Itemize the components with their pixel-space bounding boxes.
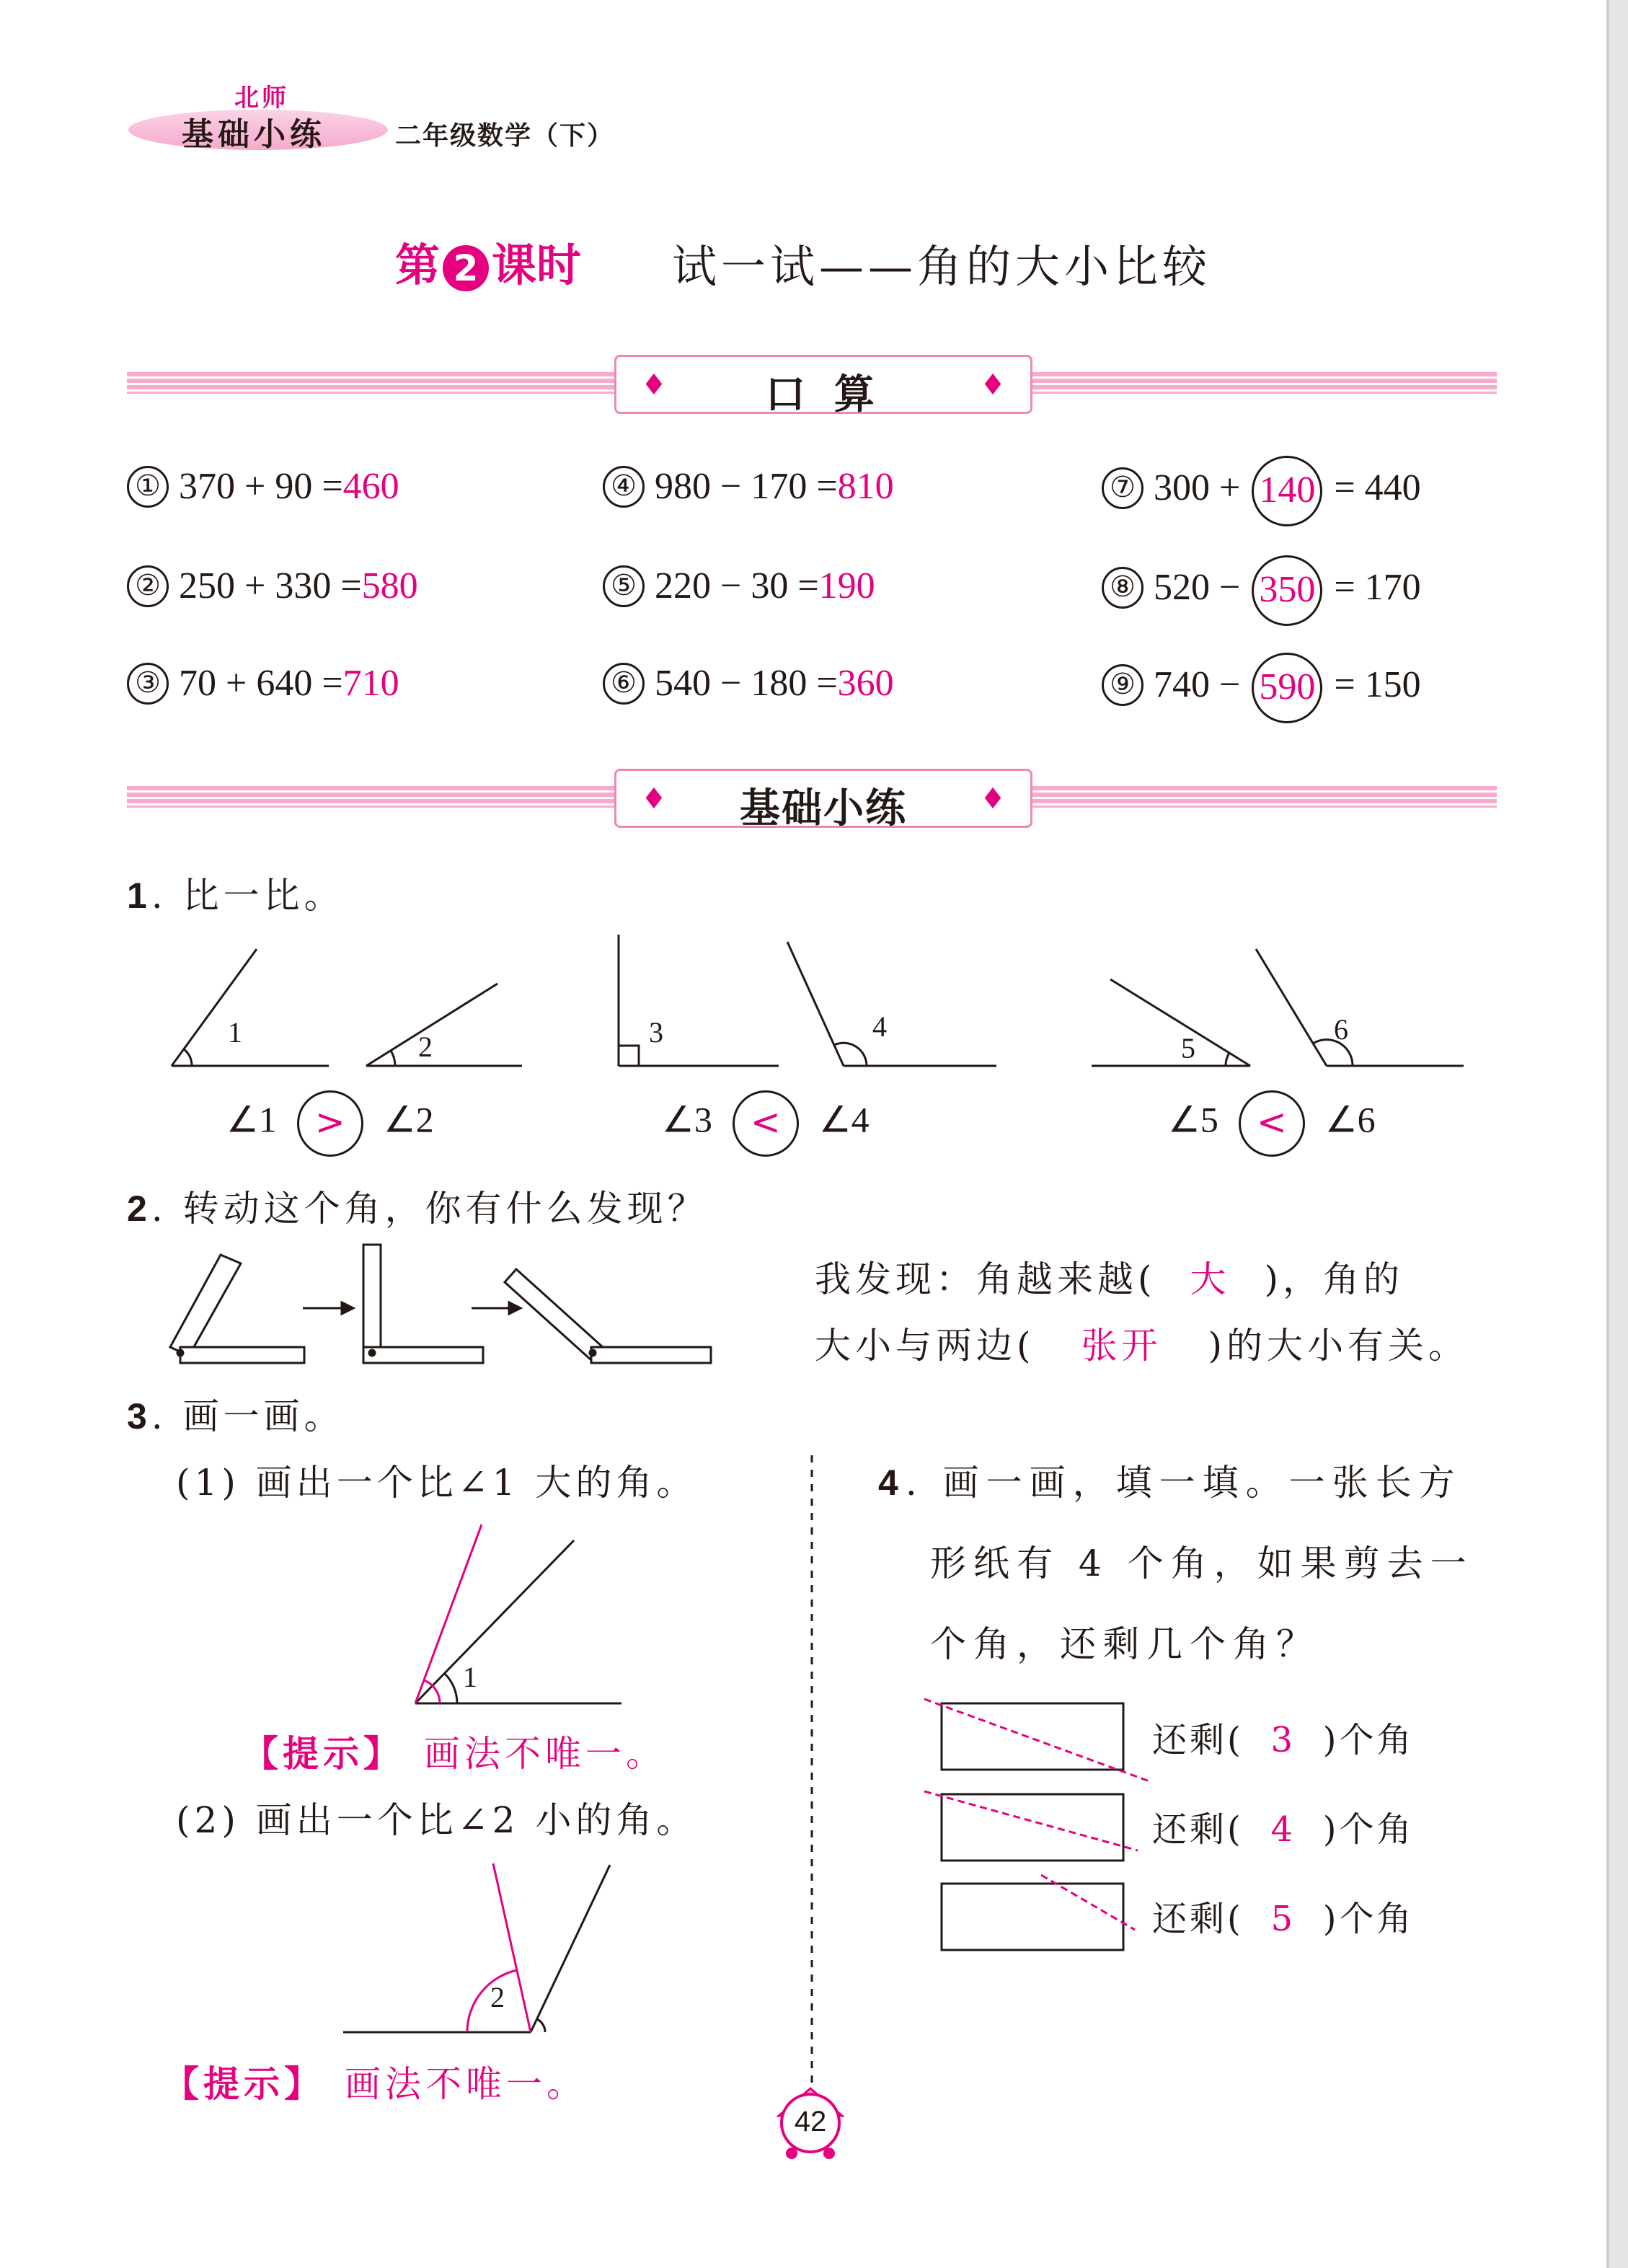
lesson-prefix: 第 [395, 239, 441, 291]
hint-2 [163, 2055, 587, 2107]
rotation-stage-3 [505, 1269, 711, 1363]
angle-label: 4 [872, 1010, 887, 1043]
circled-answer: 590 [1252, 653, 1322, 723]
angle-label: 3 [649, 1016, 663, 1049]
q4-rectangles [924, 1699, 1149, 1950]
item-number: ⑦ [1102, 467, 1143, 509]
angle-label: 1 [228, 1016, 242, 1049]
question-4 [878, 1454, 1462, 1506]
answer: 580 [361, 565, 418, 606]
compare-sign: < [733, 1090, 799, 1157]
remaining-row [1152, 1712, 1414, 1762]
text: )个角 [1322, 1899, 1415, 1939]
item-number: ⑤ [603, 565, 645, 607]
angle-label: 6 [1334, 1013, 1348, 1046]
question-number: 3 [127, 1396, 151, 1437]
expression: = 440 [1334, 467, 1421, 508]
rotation-stage-1 [170, 1255, 304, 1363]
q2-finding-line-1 [815, 1250, 1404, 1302]
q3-angle-2-figure [343, 1863, 610, 2032]
hint-tag: 【提示】 [242, 1733, 404, 1775]
remaining-row [1152, 1891, 1414, 1941]
question-3 [127, 1387, 345, 1439]
lesson-title: 试一试——角的大小比较 [672, 240, 1212, 293]
book-title: 二年级数学（下） [395, 120, 615, 151]
item-number: ④ [603, 466, 645, 508]
text: )，角的 [1264, 1258, 1404, 1300]
question-text: . 转动这个角，你有什么发现？ [151, 1188, 708, 1230]
item-number: ⑨ [1102, 664, 1143, 706]
text: )个角 [1322, 1720, 1415, 1760]
arrow-icon [303, 1302, 521, 1314]
q3-part-2: (2) 画出一个比∠2 小的角。 [176, 1799, 697, 1841]
compare-left: ∠1 [226, 1099, 277, 1140]
item-number: ① [127, 466, 169, 508]
compare-sign: > [297, 1090, 363, 1157]
angle-5-figure [1092, 979, 1250, 1066]
answer: 5 [1270, 1899, 1296, 1939]
text: 大小与两边( [815, 1325, 1035, 1367]
question-4-line-2: 形纸有 4 个角，如果剪去一 [930, 1543, 1474, 1584]
answer: 360 [837, 663, 894, 704]
circled-answer: 350 [1252, 555, 1322, 626]
text: 还剩( [1152, 1720, 1244, 1760]
answer: 810 [837, 466, 894, 507]
lesson-number: 2 [443, 245, 489, 291]
expression: = 150 [1334, 663, 1421, 705]
item-number: ② [127, 565, 169, 607]
diamond-icon: ♦ [980, 782, 1006, 816]
compare-left: ∠3 [662, 1099, 712, 1140]
question-number: 1 [127, 875, 151, 916]
brand-main: 基础小练 [182, 116, 326, 153]
answer: 460 [342, 466, 399, 507]
remaining-row [1152, 1801, 1414, 1851]
angle-label: 5 [1181, 1032, 1195, 1064]
angle-3-figure [619, 935, 779, 1066]
text: 还剩( [1152, 1809, 1244, 1850]
item-number: ⑧ [1102, 567, 1143, 609]
rotation-stage-2 [363, 1245, 483, 1363]
expression: 520 − [1154, 566, 1241, 608]
expression: 70 + 640 = [179, 663, 343, 704]
angle-6-figure [1256, 949, 1464, 1066]
circled-answer: 140 [1252, 456, 1322, 526]
answer: 3 [1270, 1720, 1296, 1760]
expression: 300 + [1154, 467, 1241, 508]
angle-2-figure [366, 984, 522, 1066]
answer: 张开 [1081, 1325, 1162, 1367]
angle-label: 2 [418, 1031, 433, 1063]
diamond-icon: ♦ [641, 369, 667, 402]
text: 我发现：角越来越( [815, 1258, 1156, 1300]
compare-sign: < [1239, 1090, 1305, 1157]
expression: 250 + 330 = [179, 565, 362, 606]
angle-label: 2 [490, 1981, 505, 2013]
angle-4-figure [787, 942, 996, 1066]
item-number: ⑥ [603, 663, 645, 705]
question-number: 4 [878, 1462, 906, 1503]
question-number: 2 [127, 1188, 151, 1229]
hint-text: 画法不唯一。 [424, 1733, 666, 1775]
expression: 740 − [1154, 663, 1241, 705]
expression: = 170 [1334, 566, 1421, 608]
compare-left: ∠5 [1168, 1099, 1218, 1140]
compare-right: ∠4 [818, 1099, 870, 1140]
q3-angle-1-figure [415, 1524, 621, 1703]
expression: 980 − 170 = [655, 466, 838, 507]
q3-part-1: (1) 画出一个比∠1 大的角。 [176, 1462, 697, 1504]
answer: 190 [818, 565, 875, 606]
compare-row [226, 1090, 434, 1157]
brand-small: 北师 [234, 84, 289, 112]
section-title-oral: 口 算 [765, 371, 882, 418]
expression: 540 − 180 = [655, 663, 838, 704]
q2-finding-line-2 [815, 1317, 1469, 1369]
answer: 大 [1190, 1258, 1231, 1300]
rotating-angle-figures [170, 1245, 711, 1363]
diamond-icon: ♦ [980, 369, 1006, 402]
hint-1 [242, 1725, 666, 1777]
diamond-icon: ♦ [641, 782, 667, 816]
answer: 4 [1270, 1809, 1296, 1850]
angle-label: 1 [463, 1661, 477, 1693]
question-text: . 比一比。 [151, 875, 345, 917]
hint-tag: 【提示】 [163, 2063, 324, 2105]
page-number: 42 [794, 2106, 827, 2137]
question-4-line-3: 个角，还剩几个角？ [930, 1623, 1319, 1665]
question-2 [127, 1180, 708, 1232]
answer: 710 [342, 663, 399, 704]
expression: 370 + 90 = [179, 466, 343, 507]
expression: 220 − 30 = [655, 565, 819, 606]
section-title-basic: 基础小练 [740, 785, 907, 832]
angle-1-figure [172, 949, 329, 1066]
text: 还剩( [1152, 1899, 1244, 1939]
compare-row [662, 1090, 870, 1157]
lesson-suffix: 课时 [492, 239, 582, 291]
item-number: ③ [127, 663, 169, 705]
compare-row [1168, 1090, 1376, 1157]
compare-right: ∠2 [383, 1099, 434, 1140]
question-text: . 画一画。 [151, 1395, 345, 1437]
text: )的大小有关。 [1208, 1325, 1469, 1367]
compare-right: ∠6 [1324, 1099, 1376, 1140]
text: )个角 [1322, 1809, 1415, 1850]
hint-text: 画法不唯一。 [345, 2063, 587, 2105]
question-text: . 画一画，填一填。一张长方 [905, 1462, 1462, 1504]
